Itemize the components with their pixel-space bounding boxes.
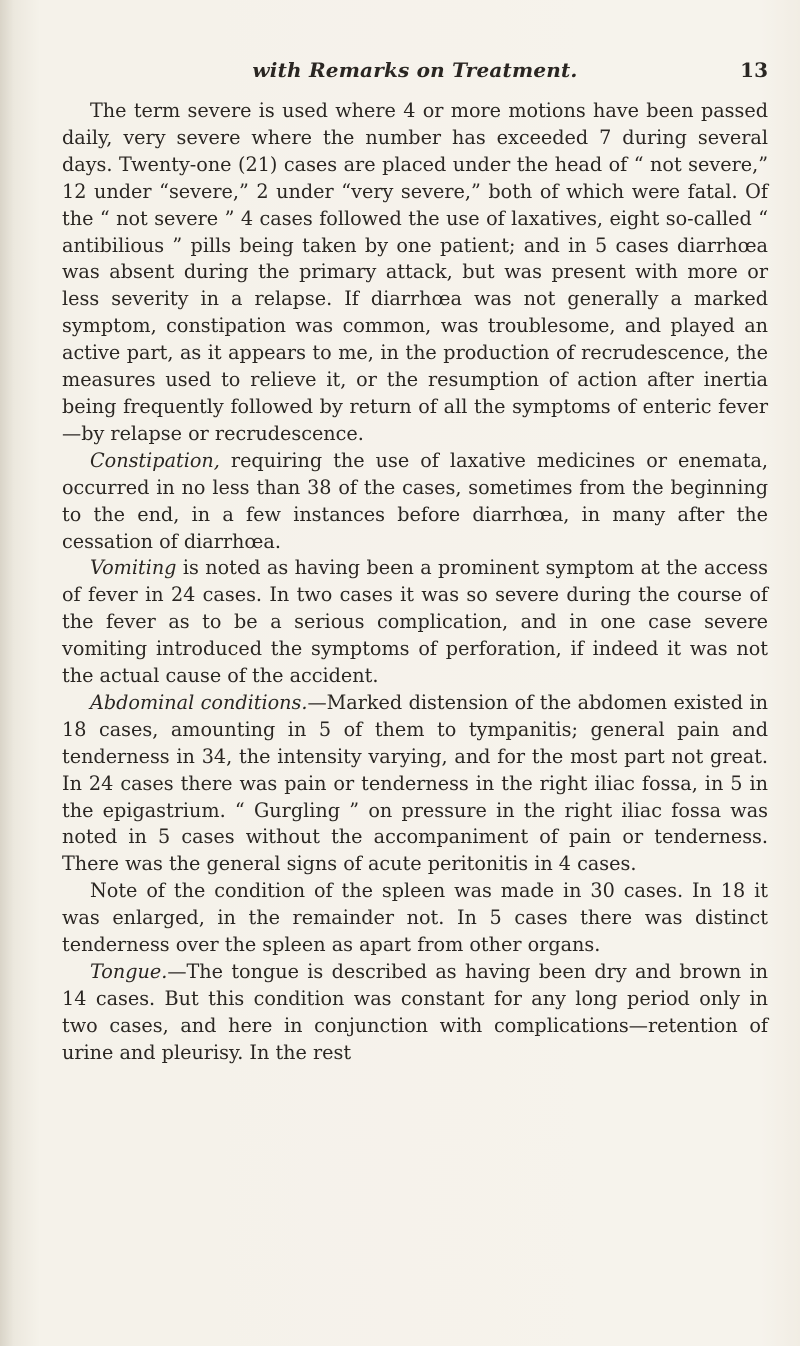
paragraph-severity [62, 98, 768, 448]
body-text [62, 98, 768, 1067]
paragraph-lead: Tongue. [90, 960, 168, 983]
paragraph-lead: Abdominal conditions. [90, 690, 308, 714]
paragraph-tongue [62, 959, 768, 1067]
paragraph-text: —Marked distension of the abdomen existed in 18 cases, amounting in 5 of them to tympanitis; general pain and tenderness in 34, the intensity varying, and for the most part not great. In 24 cases there was pain or tenderness in the right iliac fossa, in 5 in the epigastrium. “ Gurgling ” on pressure in the right iliac fossa was noted in 5 cases without the accompaniment of pain or tenderness. There was the general signs of acute peritonitis in 4 cases. [62, 690, 768, 876]
page-number: 13 [740, 58, 768, 82]
paragraph-abdominal-conditions [62, 690, 768, 878]
paragraph-vomiting [62, 555, 768, 690]
paragraph-constipation [62, 448, 768, 556]
paragraph-text: is noted as having been a prominent symptom at the access of fever in 24 cases. In two cases it was so severe during the course of the fever as to be a serious complication, and in one case severe vomiting introduced the symptoms of perforation, if indeed it was not the actual cause of the accident. [62, 556, 768, 688]
running-head [62, 58, 768, 88]
paragraph-lead: Constipation, [90, 448, 220, 472]
paragraph-text: requiring the use of laxative medicines or enemata, occurred in no less than 38 of the cases, sometimes from the beginning to the end, in a few instances before diarrhœa, in many after the cessation of diarrhœa. [62, 448, 768, 553]
running-title: with Remarks on Treatment. [252, 58, 578, 82]
paragraph-text: —The tongue is described as having been dry and brown in 14 cases. But this condition was constant for any long period only in two cases, and here in conjunction with complications—retention of urine and pleurisy. In the rest [62, 960, 768, 1064]
paragraph-text: Note of the condition of the spleen was made in 30 cases. In 18 it was enlarged, in the remainder not. In 5 cases there was distinct tenderness over the spleen as apart from other organs. [62, 879, 768, 957]
paragraph-text: The term severe is used where 4 or more motions have been passed daily, very severe where the number has exceeded 7 during several days. Twenty-one (21) cases are placed under the head of “ not severe,” 12 under “severe,” 2 under “very severe,” both of which were fatal. Of the “ not severe ” 4 cases followed the use of laxatives, eight so-called “ antibilious ” pills being taken by one patient; and in 5 cases diarrhœa was absent during the primary attack, but was present with more or less severity in a relapse. If diarrhœa was not generally a marked symptom, constipation was common, was troublesome, and played an active part, as it appears to me, in the production of recrudescence, the measures used to relieve it, or the resumption of action after inertia being frequently followed by return of all the symptoms of enteric fever—by relapse or recrudescence. [62, 99, 768, 445]
paragraph-spleen [62, 878, 768, 959]
paragraph-lead: Vomiting [90, 556, 177, 580]
